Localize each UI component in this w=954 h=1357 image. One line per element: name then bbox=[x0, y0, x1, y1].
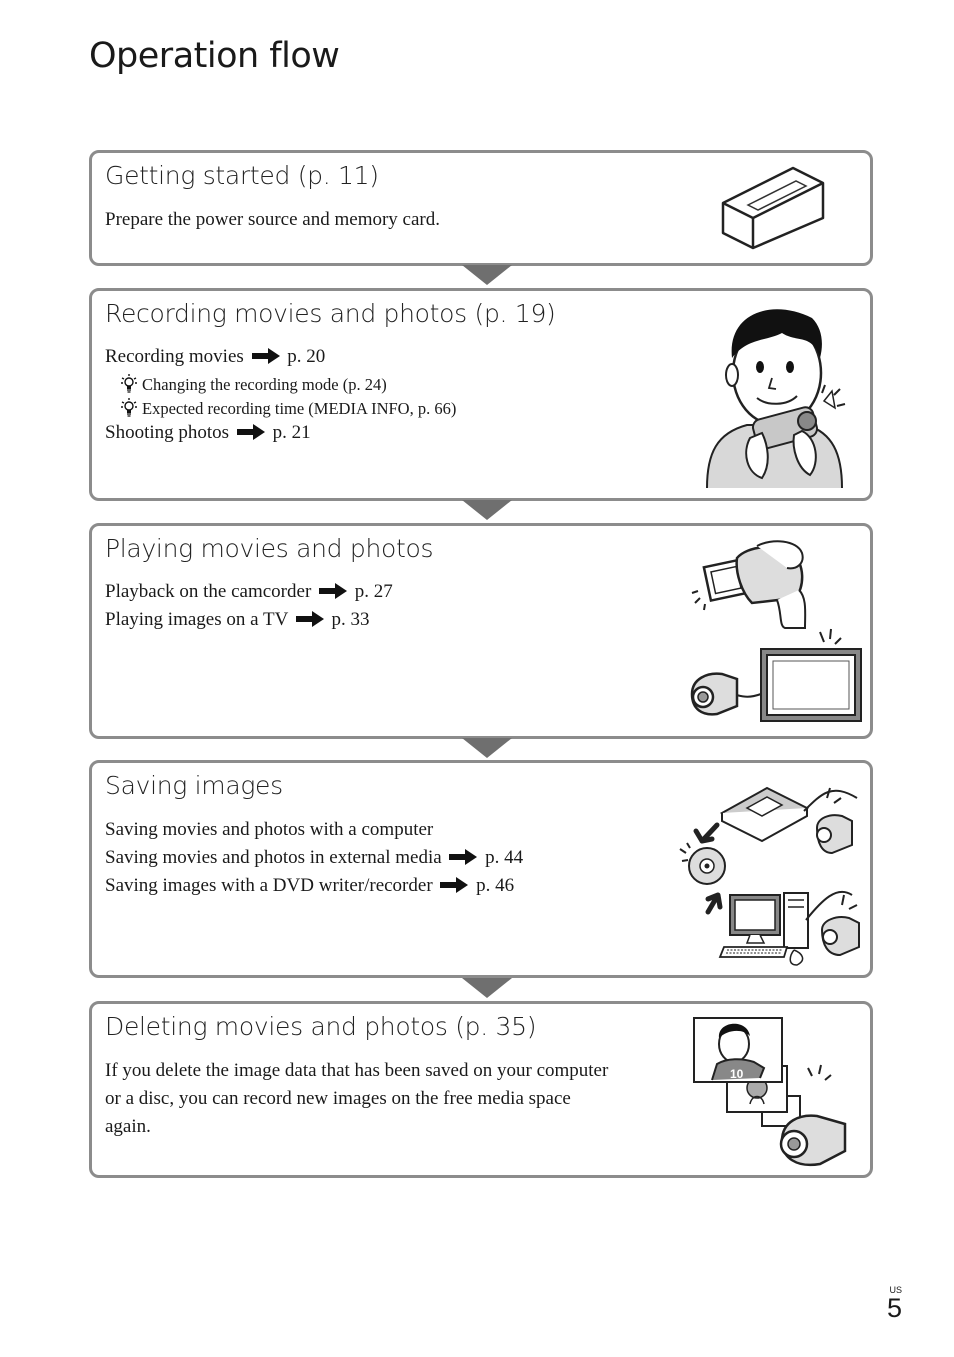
tip-text[interactable]: Changing the recording mode (p. 24) bbox=[142, 375, 387, 394]
saving-external-line bbox=[105, 847, 523, 869]
battery-icon bbox=[718, 163, 828, 253]
arrow-right-icon bbox=[252, 348, 280, 364]
camcorder-playback-icon bbox=[687, 538, 817, 633]
section-deleting bbox=[89, 1001, 873, 1178]
photo-stack-icon bbox=[692, 1016, 862, 1171]
section-title: Getting started (p. 11) bbox=[105, 161, 379, 190]
section-playing bbox=[89, 523, 873, 739]
section-saving bbox=[89, 760, 873, 978]
page-title: Operation flow bbox=[89, 36, 340, 76]
recording-movies-line bbox=[105, 346, 325, 368]
section-title: Recording movies and photos (p. 19) bbox=[105, 299, 556, 328]
arrow-right-icon bbox=[449, 849, 477, 865]
shooting-photos-label: Shooting photos bbox=[105, 422, 230, 443]
playback-camcorder-ref[interactable]: p. 27 bbox=[354, 581, 393, 602]
playback-camcorder-line bbox=[105, 581, 393, 603]
shooting-photos-line bbox=[105, 422, 311, 444]
arrow-right-icon bbox=[237, 424, 265, 440]
section-title: Deleting movies and photos (p. 35) bbox=[105, 1012, 537, 1041]
saving-dvd-line bbox=[105, 875, 514, 897]
computer-icon bbox=[702, 885, 882, 970]
arrow-right-icon bbox=[440, 877, 468, 893]
section-text: If you delete the image data that has been saved on your computer bbox=[105, 1060, 609, 1081]
section-text: Prepare the power source and memory card. bbox=[105, 209, 440, 230]
saving-external-label: Saving movies and photos in external media bbox=[105, 847, 442, 868]
flow-arrow bbox=[462, 978, 512, 998]
arrow-right-icon bbox=[319, 583, 347, 599]
flow-arrow bbox=[462, 738, 512, 758]
section-text: again. bbox=[105, 1116, 151, 1137]
lightbulb-icon bbox=[120, 373, 138, 393]
page-number: 5 bbox=[886, 1293, 902, 1323]
playing-tv-ref[interactable]: p. 33 bbox=[331, 609, 370, 630]
saving-dvd-label: Saving images with a DVD writer/recorder bbox=[105, 875, 433, 896]
tip-text[interactable]: Expected recording time (MEDIA INFO, p. 66) bbox=[142, 399, 457, 418]
section-title: Saving images bbox=[105, 771, 283, 800]
arrow-right-icon bbox=[296, 611, 324, 627]
saving-external-ref[interactable]: p. 44 bbox=[485, 847, 524, 868]
lightbulb-icon bbox=[120, 397, 138, 417]
tv-icon bbox=[687, 624, 867, 729]
section-recording bbox=[89, 288, 873, 501]
shooting-photos-ref[interactable]: p. 21 bbox=[272, 422, 311, 443]
recording-movies-label: Recording movies bbox=[105, 346, 244, 367]
recording-movies-ref[interactable]: p. 20 bbox=[287, 346, 326, 367]
flow-arrow bbox=[462, 500, 512, 520]
section-text: or a disc, you can record new images on the free media space bbox=[105, 1088, 571, 1109]
tip-line bbox=[120, 397, 456, 419]
playing-tv-line bbox=[105, 609, 369, 631]
svg-text:10: 10 bbox=[730, 1067, 744, 1081]
saving-dvd-ref[interactable]: p. 46 bbox=[476, 875, 515, 896]
person-camcorder-icon bbox=[702, 303, 852, 488]
playback-camcorder-label: Playback on the camcorder bbox=[105, 581, 312, 602]
section-title: Playing movies and photos bbox=[105, 534, 434, 563]
saving-computer-line: Saving movies and photos with a computer bbox=[105, 819, 434, 840]
region-code: US bbox=[889, 1285, 902, 1295]
flow-arrow bbox=[462, 265, 512, 285]
section-getting-started bbox=[89, 150, 873, 266]
tip-line bbox=[120, 373, 387, 395]
playing-tv-label: Playing images on a TV bbox=[105, 609, 288, 630]
